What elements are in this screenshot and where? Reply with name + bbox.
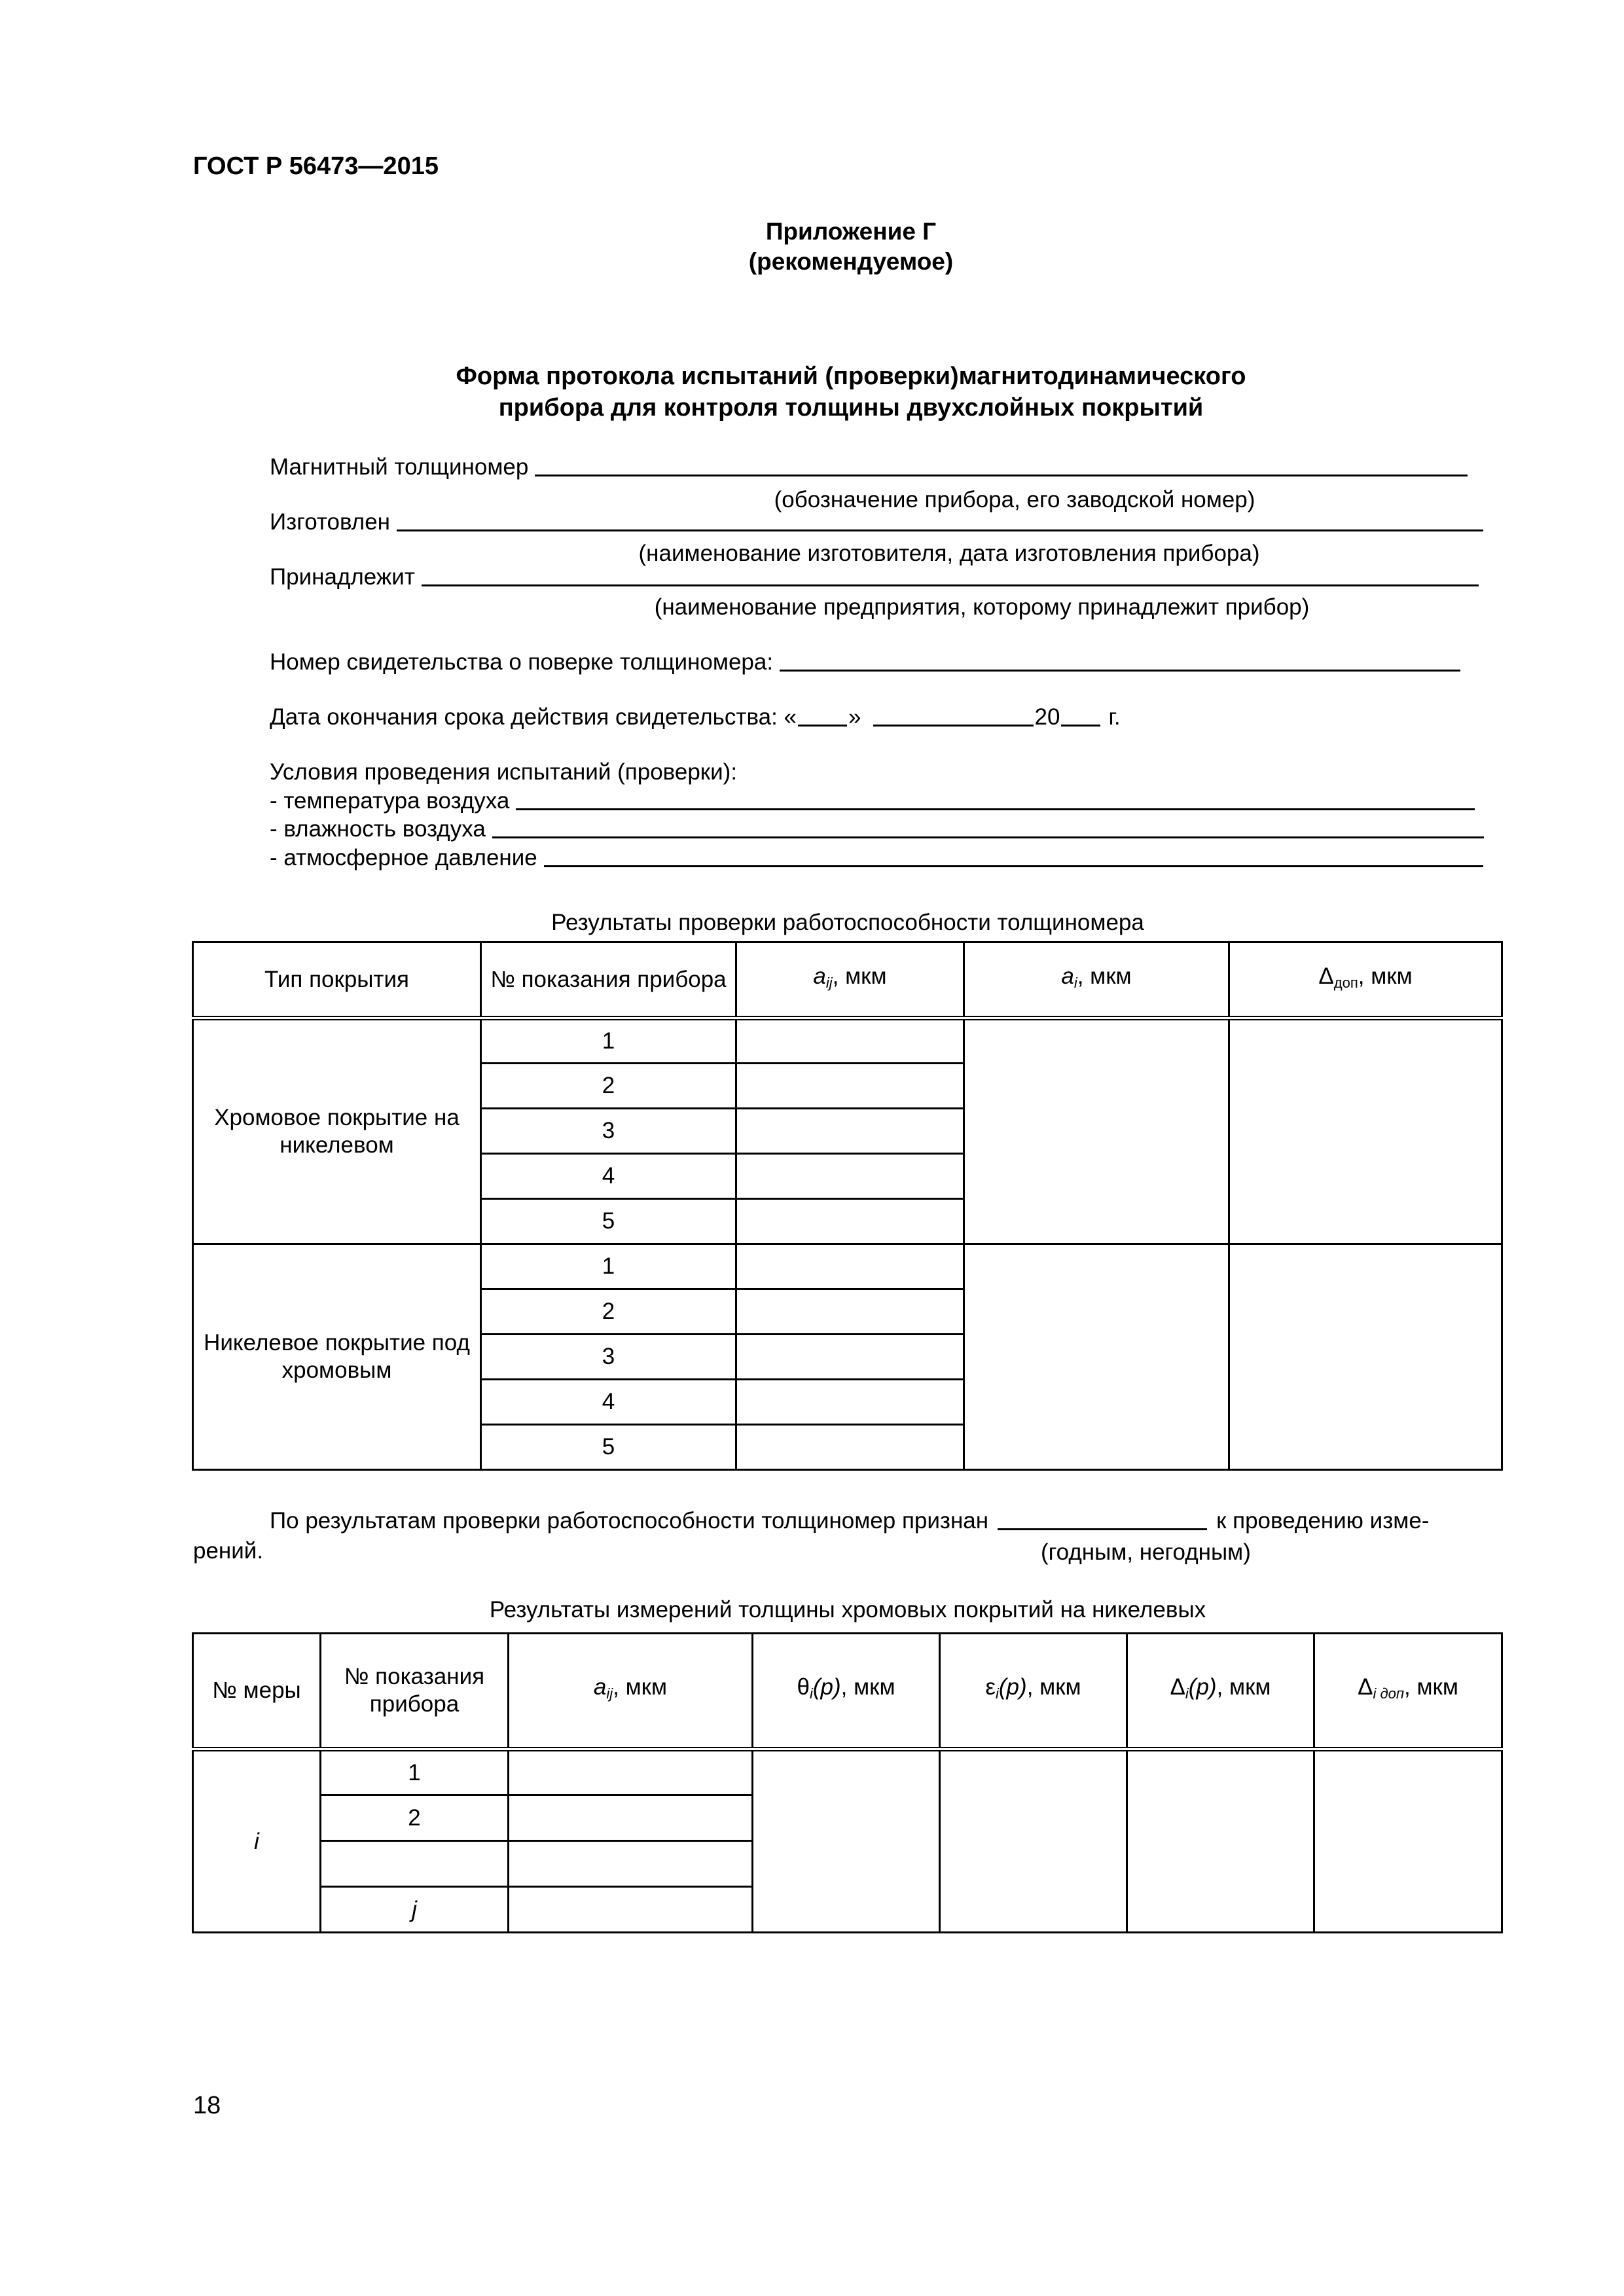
expiry-year-blank[interactable] (1061, 724, 1100, 726)
t2-deltai-unit: , мкм (1404, 1674, 1458, 1700)
table2-measurements (192, 1632, 1503, 1933)
t2-theta-arg: (p) (812, 1674, 841, 1700)
t1-aij-cell[interactable] (736, 1064, 964, 1109)
t1-reading: 4 (481, 1380, 736, 1425)
t1-aij-cell[interactable] (736, 1018, 964, 1064)
t2-aij-cell[interactable] (509, 1749, 753, 1795)
document-code: ГОСТ Р 56473—2015 (193, 152, 439, 180)
t1-aij-cell[interactable] (736, 1109, 964, 1154)
t1-reading: 1 (481, 1244, 736, 1289)
cert-blank[interactable] (780, 669, 1460, 672)
expiry-suffix: г. (1108, 704, 1121, 730)
t1-head-delta (1229, 942, 1502, 1018)
t2-theta-sym: θ (797, 1674, 810, 1700)
t1-ai-unit: , мкм (1077, 963, 1132, 989)
device-hint: (обозначение прибора, его заводской номер) (774, 487, 1255, 512)
humidity-label: - влажность воздуха (270, 816, 486, 842)
made-label: Изготовлен (270, 509, 391, 535)
annex-title: Приложение Г (765, 218, 937, 245)
t1-head-ai (964, 942, 1229, 1018)
t1-aij-sub: ij (825, 974, 833, 991)
t1-head-reading: № показания прибора (481, 942, 736, 1018)
t2-head-deltai (1314, 1634, 1502, 1749)
t1-head-aij (736, 942, 964, 1018)
conclusion-wrap: рений. (193, 1538, 264, 1564)
t1-aij-cell[interactable] (736, 1244, 964, 1289)
t2-aij-cell[interactable] (509, 1887, 753, 1933)
expiry-year-prefix: 20 (1034, 704, 1060, 730)
t2-aij-unit: , мкм (613, 1674, 668, 1700)
temp-label: - температура воздуха (270, 788, 510, 814)
made-field (270, 507, 1483, 535)
pressure-blank[interactable] (544, 865, 1483, 867)
t2-reading: 1 (321, 1749, 509, 1795)
conclusion-blank[interactable] (998, 1528, 1207, 1530)
conclusion-end: к проведению изме- (1216, 1508, 1430, 1534)
t2-aij-sub: ij (606, 1685, 613, 1702)
owner-hint: (наименование предприятия, которому принадлежит прибор) (654, 594, 1310, 620)
humidity-field (270, 814, 1484, 842)
t2-head-theta (753, 1634, 940, 1749)
t1-ai-cell[interactable] (964, 1244, 1229, 1470)
t2-eps-sym: ε (985, 1674, 996, 1700)
made-hint: (наименование изготовителя, дата изготовления прибора) (638, 541, 1260, 566)
table1-operability (192, 941, 1503, 1471)
device-label: Магнитный толщиномер (270, 454, 529, 480)
pressure-field (270, 842, 1483, 871)
t2-eps-arg: (p) (998, 1674, 1027, 1700)
t1-ai-cell[interactable] (964, 1018, 1229, 1244)
cert-field (270, 647, 1460, 675)
t2-head-aij (509, 1634, 753, 1749)
made-blank[interactable] (397, 529, 1483, 531)
t1-group-chrome: Хромовое покрытие на никелевом (193, 1018, 481, 1244)
t2-eps-sub: i (996, 1685, 999, 1702)
t2-deltai-sym: Δ (1358, 1674, 1373, 1700)
t2-reading: j (321, 1887, 509, 1933)
t1-aij-cell[interactable] (736, 1425, 964, 1470)
expiry-month-blank[interactable] (873, 724, 1034, 726)
t2-delta-cell[interactable] (1127, 1749, 1314, 1933)
expiry-field (270, 702, 1121, 730)
t1-reading: 3 (481, 1335, 736, 1380)
t1-reading: 1 (481, 1018, 736, 1064)
conditions-label: Условия проведения испытаний (проверки): (270, 759, 738, 785)
expiry-day-blank[interactable] (798, 724, 847, 726)
t2-delta-arg: (p) (1188, 1674, 1217, 1700)
t1-delta-sub: доп (1333, 974, 1358, 991)
t1-aij-cell[interactable] (736, 1154, 964, 1199)
t2-head-reading: № показания прибора (321, 1634, 509, 1749)
t2-deltai-sub: i доп (1373, 1685, 1404, 1702)
t1-delta-unit: , мкм (1358, 963, 1413, 989)
t1-head-type: Тип покрытия (193, 942, 481, 1018)
t2-aij-cell[interactable] (509, 1841, 753, 1887)
t1-group-nickel: Никелевое покрытие под хромовым (193, 1244, 481, 1470)
temp-field (270, 785, 1475, 814)
form-title-line1: Форма протокола испытаний (проверки)магнитодинамического (456, 363, 1246, 390)
t1-ai-sub: i (1074, 974, 1077, 991)
t1-ai-var: a (1061, 963, 1074, 989)
t1-reading: 3 (481, 1109, 736, 1154)
owner-blank[interactable] (422, 584, 1479, 586)
expiry-label: Дата окончания срока действия свидетельства: « (270, 704, 797, 730)
t1-reading: 5 (481, 1199, 736, 1244)
temp-blank[interactable] (516, 808, 1475, 810)
expiry-quote-close: » (848, 704, 861, 730)
t2-deltai-cell[interactable] (1314, 1749, 1502, 1933)
owner-field (270, 562, 1479, 590)
t1-aij-cell[interactable] (736, 1335, 964, 1380)
t1-aij-cell[interactable] (736, 1289, 964, 1335)
device-field (270, 452, 1468, 480)
t2-delta-unit: , мкм (1216, 1674, 1271, 1700)
t2-head-delta (1127, 1634, 1314, 1749)
annex-status: (рекомендуемое) (748, 248, 954, 275)
conclusion-start: По результатам проверки работоспособности толщиномер признан (270, 1508, 989, 1534)
t2-reading: 2 (321, 1795, 509, 1841)
t1-delta-cell[interactable] (1229, 1244, 1502, 1470)
t2-theta-cell[interactable] (753, 1749, 940, 1933)
conclusion-hint: (годным, негодным) (1041, 1539, 1251, 1565)
t1-aij-unit: , мкм (832, 963, 887, 989)
table1-caption: Результаты проверки работоспособности толщиномера (551, 910, 1144, 935)
pressure-label: - атмосферное давление (270, 845, 537, 870)
t1-reading: 2 (481, 1064, 736, 1109)
form-title-line2: прибора для контроля толщины двухслойных покрытий (498, 394, 1204, 422)
humidity-blank[interactable] (492, 836, 1484, 838)
t2-eps-unit: , мкм (1026, 1674, 1081, 1700)
t1-aij-var: a (813, 963, 826, 989)
t2-reading (321, 1841, 509, 1887)
t1-aij-cell[interactable] (736, 1380, 964, 1425)
owner-label: Принадлежит (270, 564, 415, 590)
cert-label: Номер свидетельства о поверке толщиномера: (270, 649, 774, 675)
t2-aij-var: a (593, 1674, 607, 1700)
t2-measure-i: i (193, 1749, 321, 1933)
conclusion-line (270, 1508, 1429, 1534)
t1-reading: 2 (481, 1289, 736, 1335)
t1-delta-cell[interactable] (1229, 1018, 1502, 1244)
device-blank[interactable] (535, 474, 1468, 476)
t1-delta-sym: Δ (1318, 963, 1334, 989)
t2-head-measure: № меры (193, 1634, 321, 1749)
t2-eps-cell[interactable] (940, 1749, 1127, 1933)
t2-head-eps (940, 1634, 1127, 1749)
t2-theta-sub: i (809, 1685, 813, 1702)
table2-caption: Результаты измерений толщины хромовых покрытий на никелевых (489, 1597, 1206, 1623)
t2-delta-sym: Δ (1170, 1674, 1185, 1700)
t2-aij-cell[interactable] (509, 1795, 753, 1841)
page-number: 18 (193, 2092, 221, 2119)
t1-aij-cell[interactable] (736, 1199, 964, 1244)
t2-theta-unit: , мкм (840, 1674, 895, 1700)
t1-reading: 5 (481, 1425, 736, 1470)
t1-reading: 4 (481, 1154, 736, 1199)
t2-delta-sub: i (1185, 1685, 1189, 1702)
